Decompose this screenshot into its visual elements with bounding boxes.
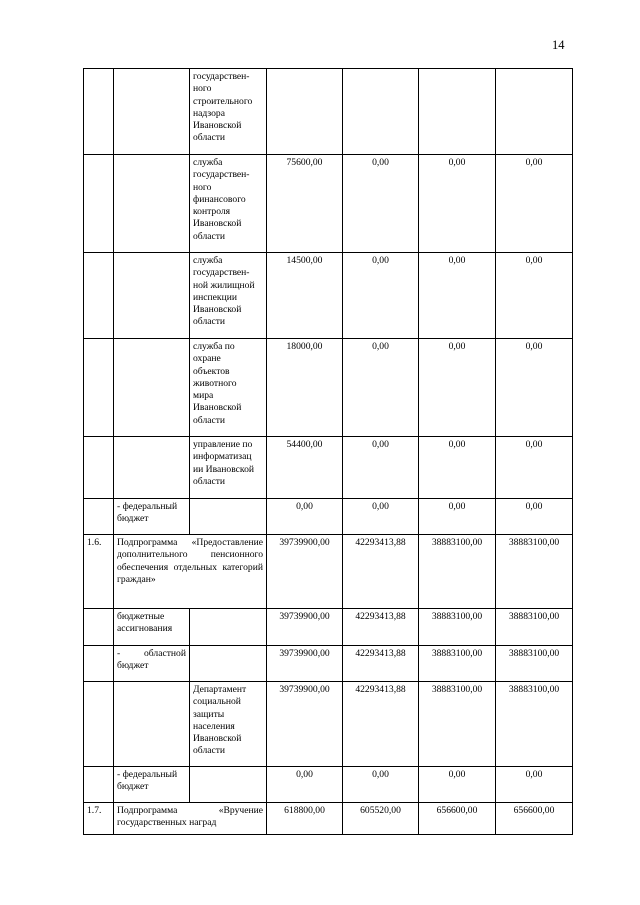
value-cell: 39739900,00: [267, 646, 343, 682]
table-row: [84, 535, 573, 609]
code-cell: [84, 155, 114, 253]
value-cell: 38883100,00: [496, 682, 573, 767]
code-cell: [84, 682, 114, 767]
value-cell: 0,00: [496, 155, 573, 253]
value-cell: 605520,00: [343, 803, 419, 835]
value-cell: 42293413,88: [343, 682, 419, 767]
value-cell: 38883100,00: [419, 535, 496, 609]
value-cell: [267, 69, 343, 155]
executor-cell: служба государствен- ного финансового контроля Ивановской области: [190, 155, 267, 253]
value-cell: 0,00: [496, 767, 573, 803]
executor-cell: [190, 646, 267, 682]
value-cell: 656600,00: [419, 803, 496, 835]
table-row: [84, 69, 573, 155]
value-cell: [496, 69, 573, 155]
executor-cell: служба по охране объектов животного мира Ивановской области: [190, 339, 267, 437]
code-cell: [84, 609, 114, 646]
value-cell: 0,00: [267, 499, 343, 535]
value-cell: 38883100,00: [496, 646, 573, 682]
table-row: [84, 253, 573, 339]
value-cell: 42293413,88: [343, 646, 419, 682]
code-cell: [84, 339, 114, 437]
executor-cell: [190, 499, 267, 535]
value-cell: 618800,00: [267, 803, 343, 835]
code-cell: [84, 437, 114, 499]
name-cell: [114, 155, 190, 253]
code-cell: [84, 69, 114, 155]
value-cell: 0,00: [419, 767, 496, 803]
value-cell: [343, 69, 419, 155]
value-cell: 38883100,00: [419, 646, 496, 682]
name-cell: бюджетные ассигнования: [114, 609, 190, 646]
subprogram-name-cell: Подпрограмма «Предоставление дополнительного пенсионного обеспечения отдельных категорий граждан»: [114, 535, 267, 609]
table-row: [84, 682, 573, 767]
table-row: [84, 767, 573, 803]
value-cell: 0,00: [419, 155, 496, 253]
value-cell: 38883100,00: [419, 609, 496, 646]
value-cell: 38883100,00: [419, 682, 496, 767]
name-cell: - федеральный бюджет: [114, 767, 190, 803]
table-row: [84, 646, 573, 682]
table-row: [84, 437, 573, 499]
executor-cell: управление по информатизац ии Ивановской области: [190, 437, 267, 499]
table-row: [84, 609, 573, 646]
value-cell: 38883100,00: [496, 535, 573, 609]
code-cell: [84, 499, 114, 535]
value-cell: 0,00: [267, 767, 343, 803]
code-cell: [84, 767, 114, 803]
value-cell: 54400,00: [267, 437, 343, 499]
value-cell: 0,00: [343, 767, 419, 803]
name-cell: [114, 437, 190, 499]
value-cell: 39739900,00: [267, 535, 343, 609]
value-cell: [419, 69, 496, 155]
name-cell: - федеральный бюджет: [114, 499, 190, 535]
value-cell: 0,00: [343, 155, 419, 253]
code-cell: 1.6.: [84, 535, 114, 609]
executor-cell: [190, 767, 267, 803]
name-cell: [114, 339, 190, 437]
value-cell: 0,00: [496, 437, 573, 499]
name-cell: - областной бюджет: [114, 646, 190, 682]
executor-cell: государствен- ного строительного надзора Ивановской области: [190, 69, 267, 155]
value-cell: 0,00: [343, 499, 419, 535]
table-row: [84, 499, 573, 535]
executor-cell: [190, 609, 267, 646]
subprogram-name-cell: Подпрограмма «Вручение государственных наград: [114, 803, 267, 835]
value-cell: 656600,00: [496, 803, 573, 835]
table-row: [84, 803, 573, 835]
value-cell: 0,00: [419, 437, 496, 499]
budget-table: [83, 68, 573, 835]
name-cell: [114, 253, 190, 339]
value-cell: 14500,00: [267, 253, 343, 339]
value-cell: 42293413,88: [343, 535, 419, 609]
code-cell: [84, 646, 114, 682]
table-row: [84, 339, 573, 437]
value-cell: 42293413,88: [343, 609, 419, 646]
code-cell: 1.7.: [84, 803, 114, 835]
value-cell: 0,00: [419, 499, 496, 535]
executor-cell: служба государствен- ной жилищной инспекции Ивановской области: [190, 253, 267, 339]
value-cell: 0,00: [343, 339, 419, 437]
value-cell: 0,00: [496, 253, 573, 339]
value-cell: 18000,00: [267, 339, 343, 437]
name-cell: [114, 682, 190, 767]
value-cell: 75600,00: [267, 155, 343, 253]
value-cell: 38883100,00: [496, 609, 573, 646]
page-number: 14: [552, 38, 565, 52]
value-cell: 0,00: [419, 253, 496, 339]
value-cell: 0,00: [343, 437, 419, 499]
value-cell: 0,00: [343, 253, 419, 339]
name-cell: [114, 69, 190, 155]
value-cell: 0,00: [496, 499, 573, 535]
value-cell: 0,00: [419, 339, 496, 437]
value-cell: 0,00: [496, 339, 573, 437]
table-row: [84, 155, 573, 253]
executor-cell: Департамент социальной защиты населения Ивановской области: [190, 682, 267, 767]
value-cell: 39739900,00: [267, 682, 343, 767]
code-cell: [84, 253, 114, 339]
value-cell: 39739900,00: [267, 609, 343, 646]
